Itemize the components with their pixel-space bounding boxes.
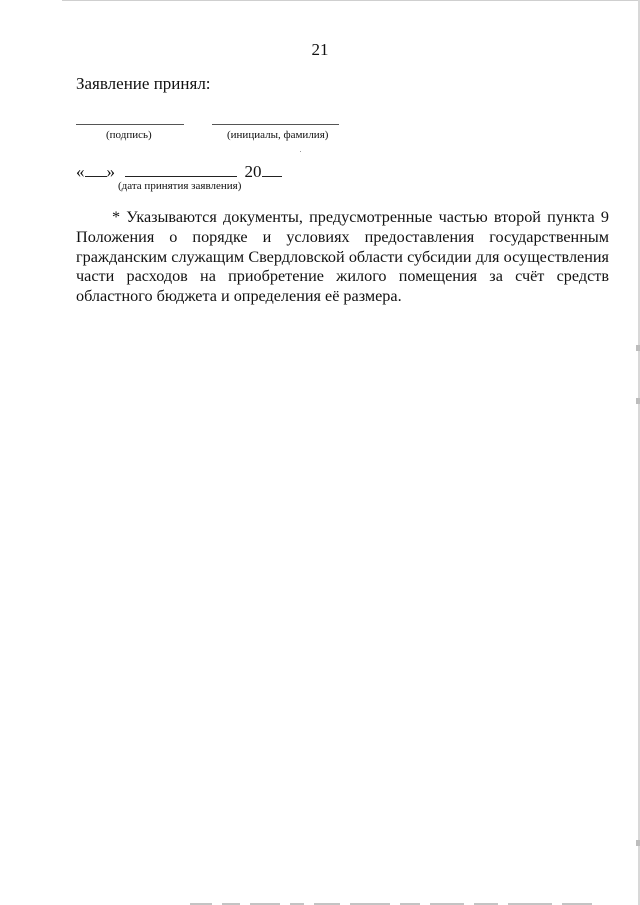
scan-top-edge xyxy=(62,0,640,1)
signature-caption: (подпись) xyxy=(106,129,152,141)
accepted-by-label: Заявление принял: xyxy=(76,74,211,93)
date-open-quote: « xyxy=(76,162,85,181)
scan-speck xyxy=(300,151,301,152)
scan-bottom-edge xyxy=(190,901,640,905)
name-caption: (инициалы, фамилия) xyxy=(227,129,329,141)
day-blank xyxy=(85,160,107,177)
signature-line xyxy=(76,124,184,125)
footnote-text: * Указываются документы, предусмотренные частью второй пункта 9 Положения о порядке и условиях предоставления государственным гражданским служащим Свердловской области субсидии для осуществления части расходов на приобретение жилого помещения за счёт средств областного бюджета и определения её размера. xyxy=(76,208,609,306)
scan-edge-mark xyxy=(636,398,640,404)
month-blank xyxy=(125,160,237,177)
year-blank xyxy=(262,160,282,177)
date-close-quote: » xyxy=(106,162,115,181)
acceptance-date-row xyxy=(76,160,282,182)
name-line xyxy=(212,124,339,125)
year-prefix: 20 xyxy=(244,162,262,181)
page-number: 21 xyxy=(311,40,329,59)
scan-edge-mark xyxy=(636,840,640,846)
date-caption: (дата принятия заявления) xyxy=(118,180,242,192)
scan-edge-mark xyxy=(636,345,640,351)
